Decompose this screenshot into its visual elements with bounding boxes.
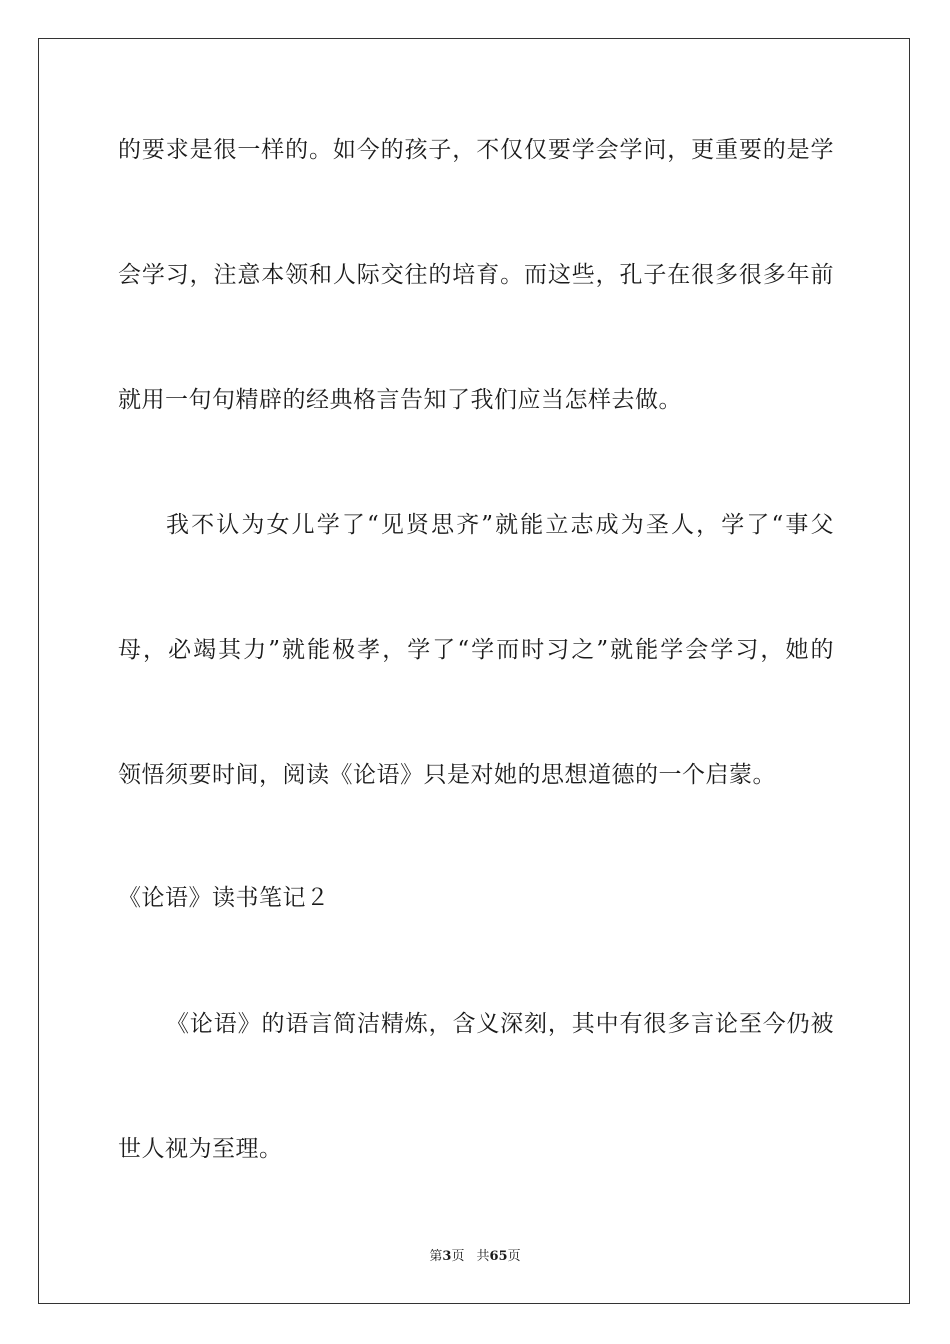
footer-total-pages: 65 [489, 1249, 508, 1264]
footer-page-suffix: 页 [451, 1249, 465, 1264]
footer-page-number: 3 [442, 1249, 452, 1264]
paragraph-line: 世人视为至理。 [118, 1136, 283, 1162]
page-border [38, 38, 910, 1304]
paragraph-line: 就用一句句精辟的经典格言告知了我们应当怎样去做。 [118, 387, 682, 413]
paragraph-line: 母，必竭其力”就能极孝，学了“学而时习之”就能学会学习，她的 [118, 637, 834, 663]
page-footer [0, 1248, 950, 1266]
footer-page-prefix: 第 [429, 1249, 443, 1264]
paragraph-line: 《论语》的语言简洁精炼，含义深刻，其中有很多言论至今仍被 [166, 1011, 834, 1037]
footer-total-suffix: 页 [507, 1249, 521, 1264]
paragraph-line: 会学习，注意本领和人际交往的培育。而这些，孔子在很多很多年前 [118, 262, 834, 288]
paragraph-line: 我不认为女儿学了“见贤思齐”就能立志成为圣人，学了“事父 [166, 512, 834, 538]
paragraph-line: 的要求是很一样的。如今的孩子，不仅仅要学会学问，更重要的是学 [118, 137, 834, 163]
paragraph-line: 领悟须要时间，阅读《论语》只是对她的思想道德的一个启蒙。 [118, 762, 776, 788]
section-heading: 《论语》读书笔记２ [118, 885, 330, 911]
footer-total-prefix: 共 [476, 1249, 490, 1264]
